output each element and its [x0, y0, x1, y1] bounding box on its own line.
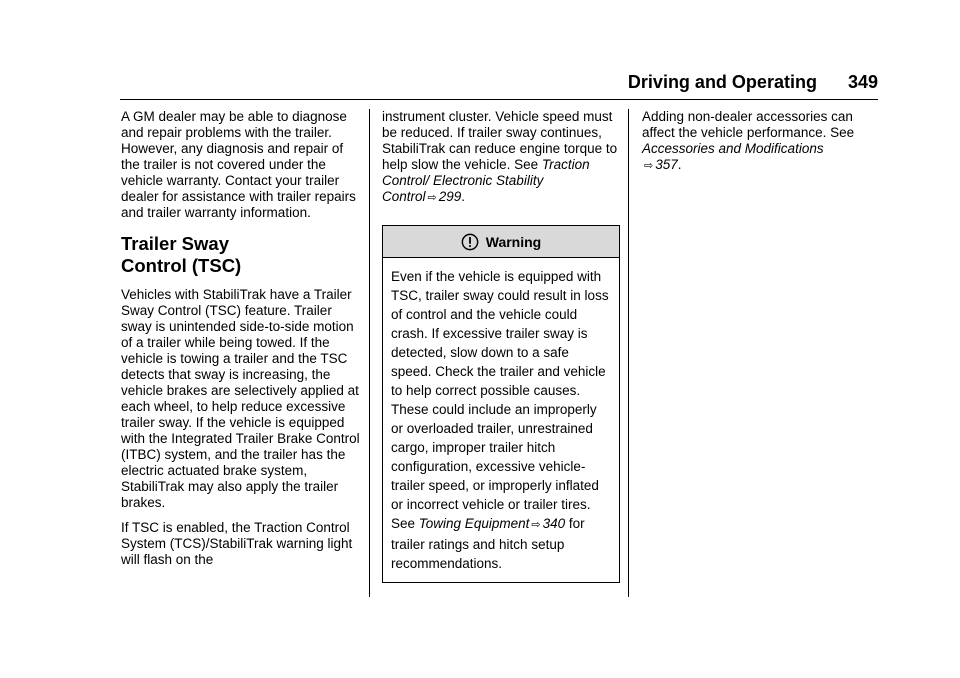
warning-header [383, 226, 619, 258]
accessories-paragraph [642, 109, 882, 174]
speed-paragraph-text: instrument cluster. Vehicle speed must be reduced. If trailer sway continues, StabiliTrak can reduce engine torque to help slow the vehicle. See [382, 109, 618, 172]
page-header [628, 72, 878, 93]
period: . [461, 189, 466, 204]
column-2 [382, 109, 620, 583]
page-ref-icon: ⇨ [644, 160, 654, 172]
tsc-heading-line1: Trailer Sway [121, 233, 229, 254]
tsc-description-paragraph: Vehicles with StabiliTrak have a Trailer Sway Control (TSC) feature. Trailer sway is unintended side-to-side motion of a trailer while being towed. If the vehicle is towing a trailer and the TSC detects that sway is increasing, the vehicle brakes are selectively applied at each wheel, to help reduce excessive trailer sway. If the vehicle is equipped with the Integrated Trailer Brake Control (ITBC) system, and the trailer has the electric actuated brake system, StabiliTrak may also apply the trailer brakes. [121, 287, 360, 510]
tsc-heading-line2: Control (TSC) [121, 255, 242, 276]
page-number: 349 [847, 72, 878, 92]
speed-paragraph [382, 109, 620, 206]
warning-box [382, 225, 620, 583]
warning-text: Even if the vehicle is equipped with TSC, trailer sway could result in loss of control and the vehicle could crash. If excessive trailer sway is detected, slow down to a safe speed. Check the trailer and vehicle to help correct possible causes. These could include an improperly or overloaded trailer, unrestrained cargo, improper trailer hitch configuration, excessive vehicle-trailer speed, or improperly inflated or incorrect vehicle or trailer tires. See [391, 269, 609, 531]
column-1 [121, 109, 361, 568]
traction-control-link[interactable]: Traction Control/ Electronic Stability Control [382, 157, 590, 204]
column-3 [642, 109, 882, 174]
period: . [677, 157, 682, 172]
tsc-enabled-paragraph: If TSC is enabled, the Traction Control System (TCS)/StabiliTrak warning light will flash on the [121, 520, 353, 567]
header-divider [120, 99, 878, 100]
warning-body [383, 258, 619, 582]
page-ref-340[interactable]: 340 [542, 516, 566, 531]
accessories-paragraph-text: Adding non-dealer accessories can affect the vehicle performance. See [642, 109, 855, 140]
warning-icon [461, 233, 479, 251]
dealer-paragraph: A GM dealer may be able to diagnose and repair problems with the trailer. However, any diagnosis and repair of the trailer is not covered under the vehicle warranty. Contact your trailer dealer for assistance with trailer repairs and trailer warranty information. [121, 109, 356, 220]
warning-text-end: for trailer ratings and hitch setup recommendations. [391, 516, 585, 571]
tsc-heading [121, 233, 361, 277]
page-ref-icon: ⇨ [531, 519, 541, 531]
page-ref-icon: ⇨ [427, 192, 437, 204]
page-ref-357[interactable]: 357 [655, 157, 678, 172]
accessories-link[interactable]: Accessories and Modifications [642, 141, 824, 156]
column-divider-2 [628, 109, 629, 597]
page-ref-299[interactable]: 299 [438, 189, 462, 204]
warning-title: Warning [485, 233, 542, 250]
towing-equipment-link[interactable]: Towing Equipment [418, 516, 530, 531]
section-title: Driving and Operating [627, 72, 817, 92]
column-divider-1 [369, 109, 370, 597]
